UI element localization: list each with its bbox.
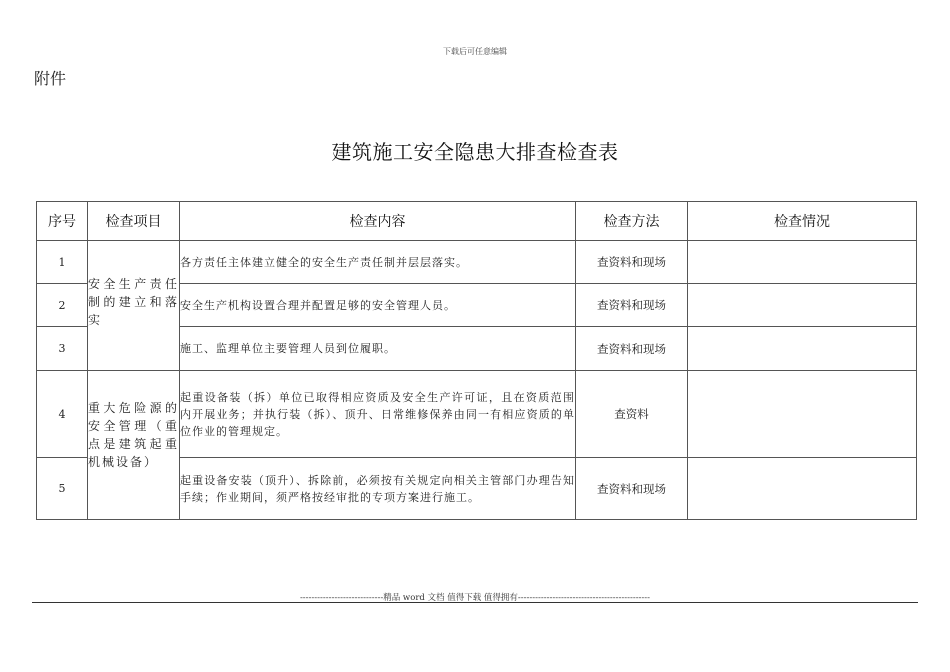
check-item-label: 安全生产责任制的建立和落实 bbox=[88, 277, 179, 327]
check-method: 查资料和现场 bbox=[576, 241, 688, 284]
header-content: 检查内容 bbox=[180, 202, 576, 241]
check-method: 查资料和现场 bbox=[576, 458, 688, 520]
check-content: 安全生产机构设置合理并配置足够的安全管理人员。 bbox=[180, 284, 576, 327]
header-method: 检查方法 bbox=[576, 202, 688, 241]
row-number: 5 bbox=[37, 458, 88, 520]
check-item-responsibility bbox=[88, 241, 180, 371]
attachment-label: 附件 bbox=[34, 69, 67, 88]
table-row bbox=[37, 371, 917, 458]
footer-text: -----------------------------精品 word 文档 值得下载 值得拥有---------------------------------------------- bbox=[299, 593, 651, 603]
check-method: 查资料 bbox=[576, 371, 688, 458]
check-status-cell[interactable] bbox=[688, 327, 917, 371]
row-number: 4 bbox=[37, 371, 88, 458]
row-number: 1 bbox=[37, 241, 88, 284]
table-row bbox=[37, 241, 917, 284]
inspection-table bbox=[36, 201, 917, 520]
row-number: 2 bbox=[37, 284, 88, 327]
header-note: 下载后可任意编辑 bbox=[443, 47, 507, 56]
header-num: 序号 bbox=[37, 202, 88, 241]
footer-divider bbox=[32, 602, 918, 603]
check-status-cell[interactable] bbox=[688, 241, 917, 284]
check-content: 各方责任主体建立健全的安全生产责任制并层层落实。 bbox=[180, 241, 576, 284]
check-status-cell[interactable] bbox=[688, 371, 917, 458]
check-status-cell[interactable] bbox=[688, 458, 917, 520]
check-item-hazard bbox=[88, 371, 180, 520]
table-header-row bbox=[37, 202, 917, 241]
header-item: 检查项目 bbox=[88, 202, 180, 241]
page-title: 建筑施工安全隐患大排查检查表 bbox=[331, 140, 619, 164]
check-method: 查资料和现场 bbox=[576, 284, 688, 327]
row-number: 3 bbox=[37, 327, 88, 371]
check-method: 查资料和现场 bbox=[576, 327, 688, 371]
header-status: 检查情况 bbox=[688, 202, 917, 241]
check-content: 施工、监理单位主要管理人员到位履职。 bbox=[180, 327, 576, 371]
check-content: 起重设备安装（顶升）、拆除前，必须按有关规定向相关主管部门办理告知手续；作业期间，须严格按经审批的专项方案进行施工。 bbox=[180, 458, 576, 520]
check-status-cell[interactable] bbox=[688, 284, 917, 327]
check-content: 起重设备装（拆）单位已取得相应资质及安全生产许可证，且在资质范围内开展业务；并执行装（拆）、顶升、日常维修保养由同一有相应资质的单位作业的管理规定。 bbox=[180, 371, 576, 458]
check-item-label: 重大危险源的安全管理（重点是建筑起重机械设备） bbox=[88, 401, 179, 469]
